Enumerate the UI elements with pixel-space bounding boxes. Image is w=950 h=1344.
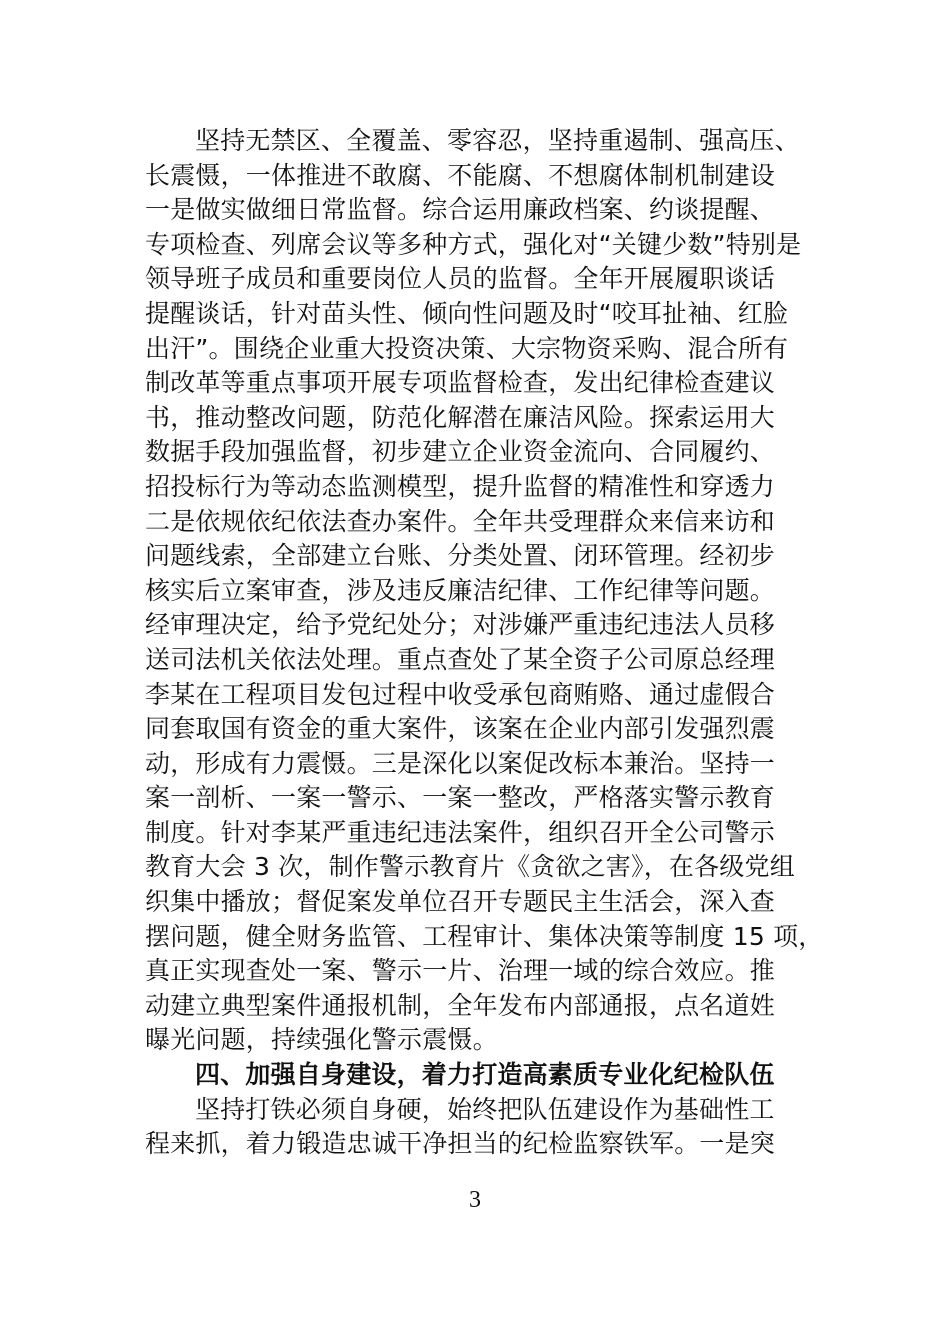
paragraph-line: 送司法机关依法处理。重点查处了某全资子公司原总经理: [145, 644, 776, 674]
paragraph-line: 招投标行为等动态监测模型，提升监督的精准性和穿透力: [145, 471, 776, 501]
paragraph-line: 问题线索，全部建立台账、分类处置、闭环管理。经初步: [145, 541, 776, 571]
paragraph-line: 一是做实做细日常监督。综合运用廉政档案、约谈提醒、: [145, 195, 776, 225]
body-text: [145, 124, 835, 1162]
paragraph-line: 长震慑，一体推进不敢腐、不能腐、不想腐体制机制建设: [145, 160, 776, 190]
paragraph-line: 数据手段加强监督，初步建立企业资金流向、合同履约、: [145, 437, 776, 467]
paragraph-line: 动建立典型案件通报机制，全年发布内部通报，点名道姓: [145, 990, 776, 1020]
paragraph-line: 同套取国有资金的重大案件，该案在企业内部引发强烈震: [145, 714, 776, 744]
paragraph-line: 教育大会 3 次，制作警示教育片《贪欲之害》，在各级党组: [145, 852, 795, 882]
paragraph-line: 提醒谈话，针对苗头性、倾向性问题及时“咬耳扯袖、红脸: [145, 298, 789, 328]
paragraph-line: 二是依规依纪依法查办案件。全年共受理群众来信来访和: [145, 506, 776, 536]
paragraph-line: 织集中播放；督促案发单位召开专题民主生活会，深入查: [145, 887, 776, 917]
page-number: 3: [469, 1187, 481, 1213]
paragraph-line: 真正实现查处一案、警示一片、治理一域的综合效应。推: [145, 956, 776, 986]
paragraph-line: 出汗”。围绕企业重大投资决策、大宗物资采购、混合所有: [145, 333, 789, 363]
paragraph-line: 案一剖析、一案一警示、一案一整改，严格落实警示教育: [145, 783, 776, 813]
paragraph-line: 李某在工程项目发包过程中收受承包商贿赂、通过虚假合: [145, 679, 776, 709]
paragraph-line: 坚持无禁区、全覆盖、零容忍，坚持重遏制、强高压、: [195, 126, 800, 155]
section-heading: 四、加强自身建设，着力打造高素质专业化纪检队伍: [195, 1060, 775, 1090]
paragraph-line: 经审理决定，给予党纪处分；对涉嫌严重违纪违法人员移: [145, 610, 776, 640]
paragraph-line: 制改革等重点事项开展专项监督检查，发出纪律检查建议: [145, 368, 776, 398]
paragraph-line: 动，形成有力震慑。三是深化以案促改标本兼治。坚持一: [145, 748, 776, 778]
paragraph-line: 坚持打铁必须自身硬，始终把队伍建设作为基础性工: [195, 1094, 775, 1124]
paragraph-line: 领导班子成员和重要岗位人员的监督。全年开展履职谈话: [145, 264, 776, 294]
paragraph-line: 制度。针对李某严重违纪违法案件，组织召开全公司警示: [145, 817, 776, 847]
paragraph-line: 专项检查、列席会议等多种方式，强化对“关键少数”特别是: [145, 229, 802, 259]
paragraph-line: 书，推动整改问题，防范化解潜在廉洁风险。探索运用大: [145, 402, 776, 432]
paragraph-line: 摆问题，健全财务监管、工程审计、集体决策等制度 15 项，: [145, 921, 824, 951]
paragraph-line: 曝光问题，持续强化警示震慑。: [145, 1025, 498, 1055]
paragraph-line: 程来抓，着力锻造忠诚干净担当的纪检监察铁军。一是突: [145, 1129, 776, 1159]
paragraph-line: 核实后立案审查，涉及违反廉洁纪律、工作纪律等问题。: [145, 575, 776, 605]
